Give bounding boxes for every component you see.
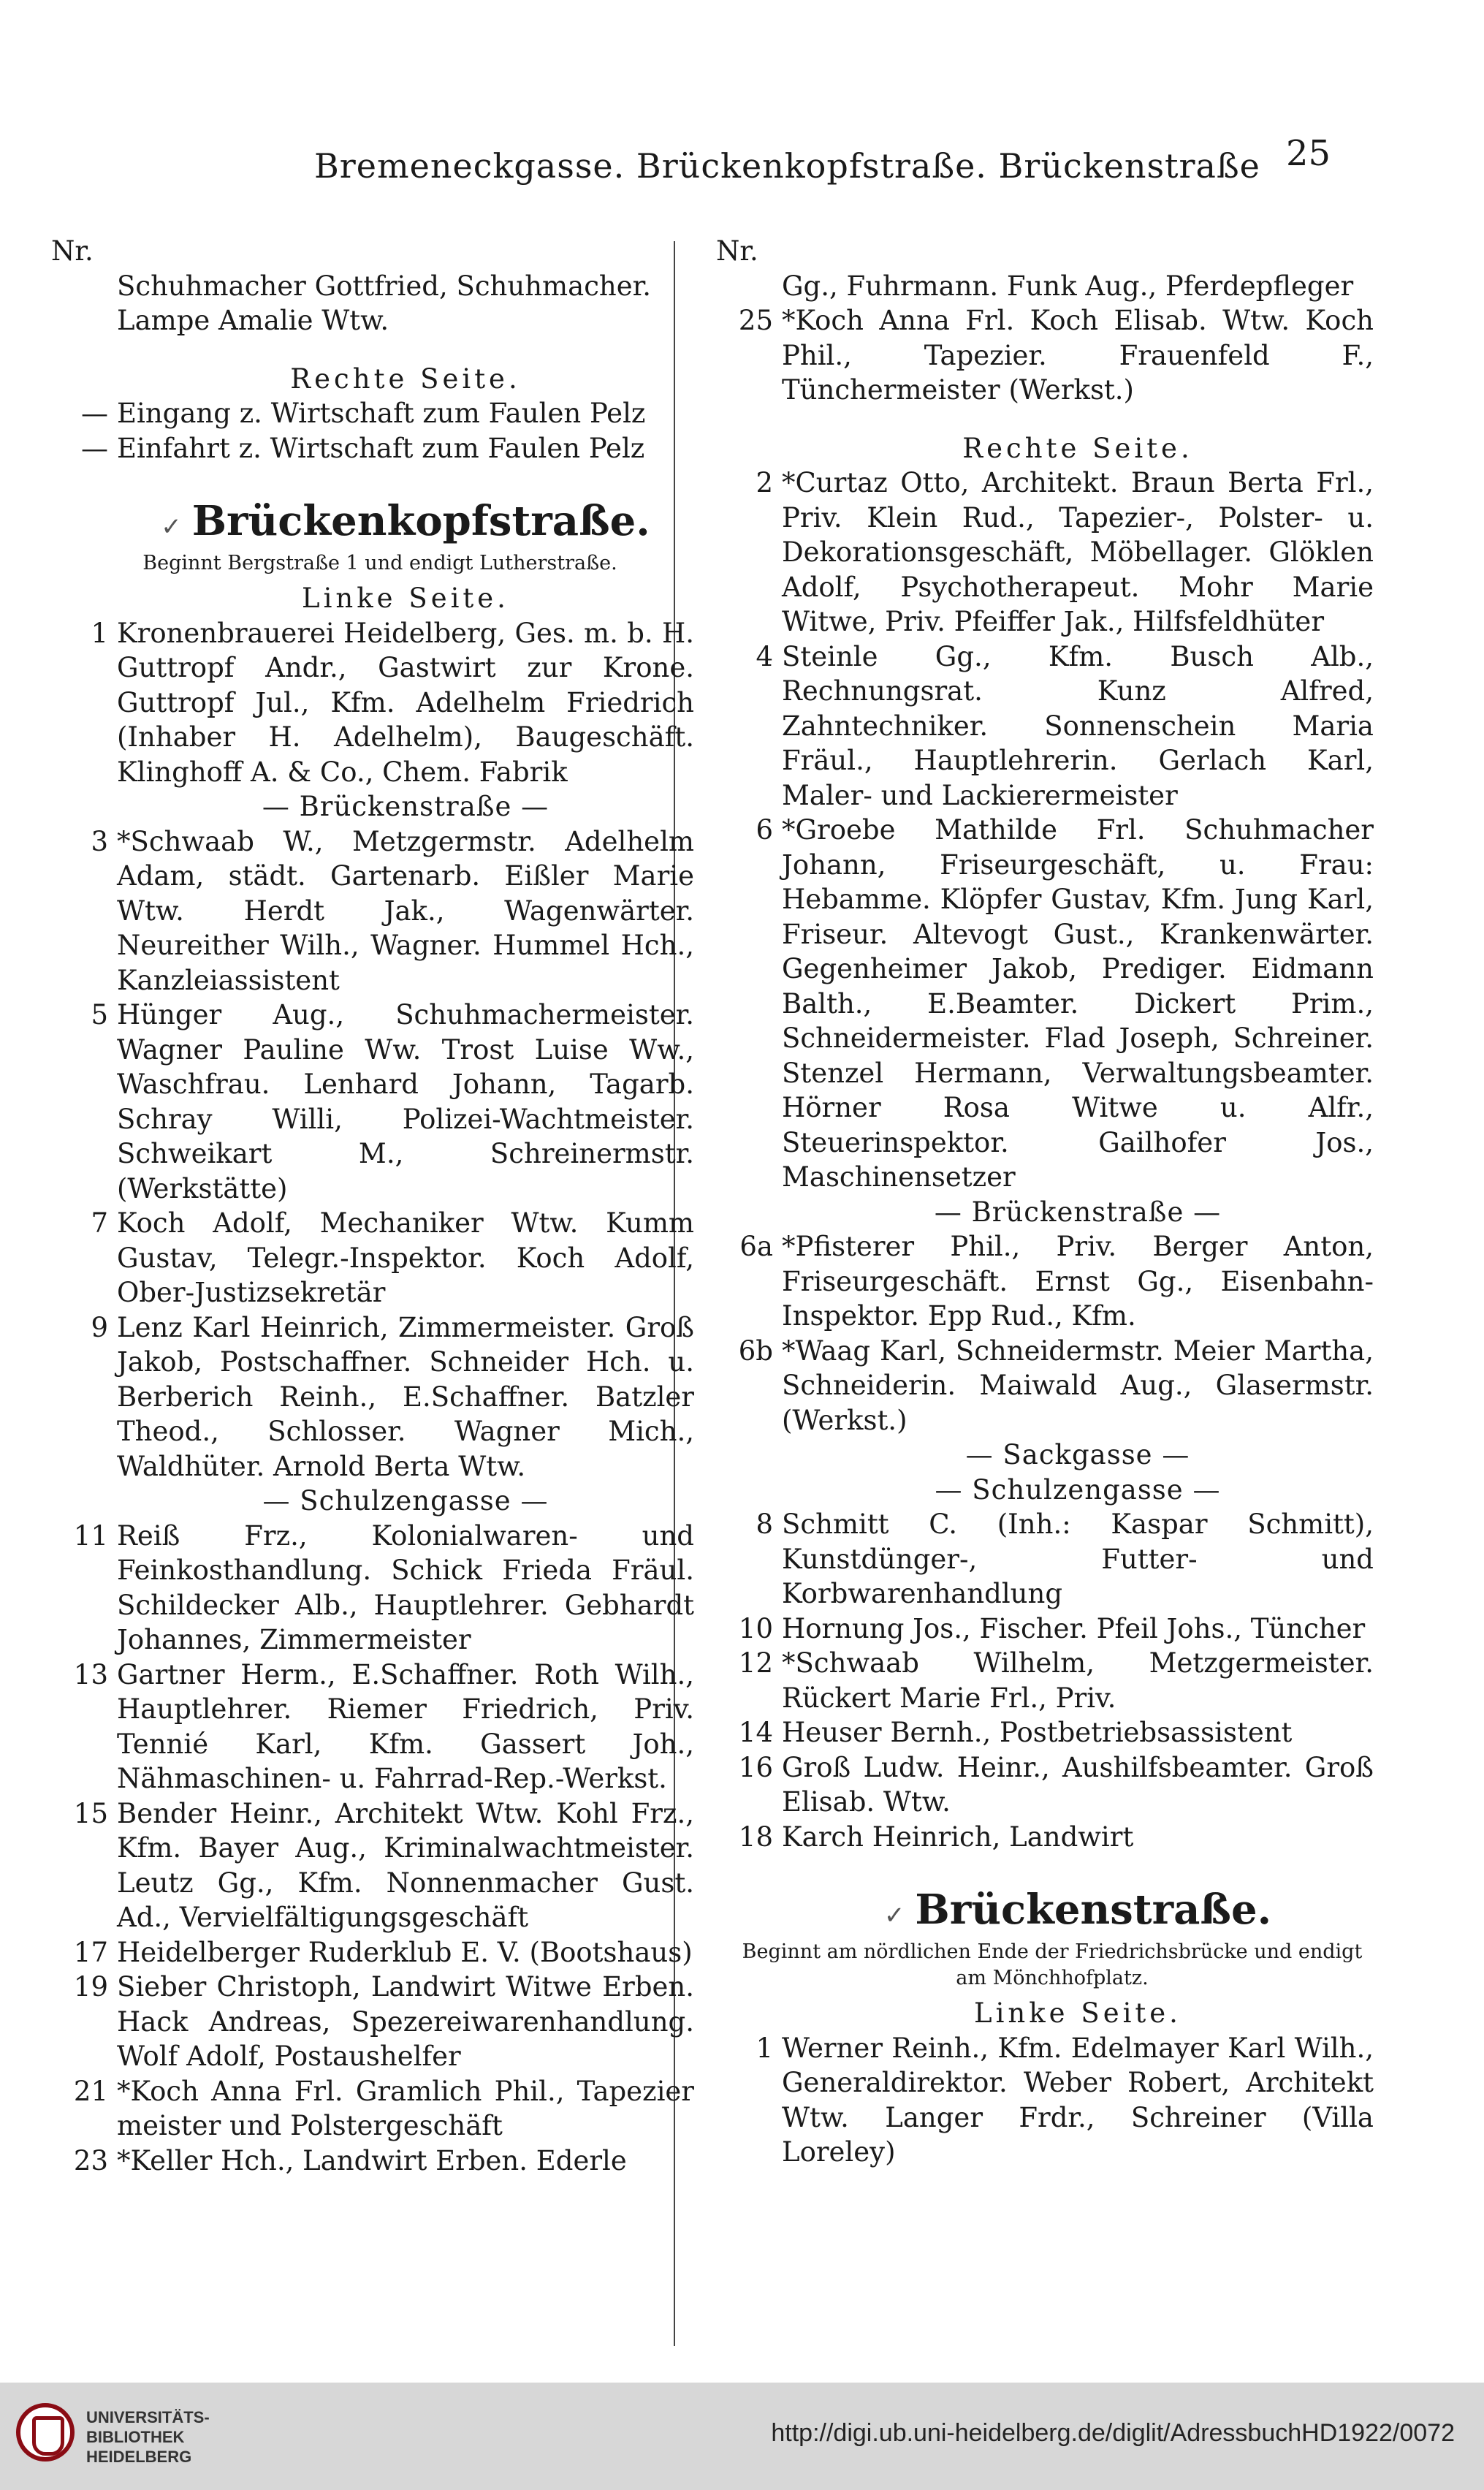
house-number: 13 bbox=[73, 1658, 108, 1690]
house-number: — bbox=[81, 432, 108, 464]
resident-text: *Schwaab Wilhelm, Metzgermeister. Rückert Marie Frl., Priv. bbox=[782, 1647, 1374, 1714]
cross-street-marker: — Sackgasse — bbox=[965, 1439, 1190, 1470]
street-heading-brueckenstrasse bbox=[716, 1886, 1374, 1939]
address-entry bbox=[716, 1646, 1374, 1715]
house-number: 6a bbox=[739, 1231, 773, 1262]
address-entry bbox=[716, 1820, 1374, 1855]
scanned-page bbox=[44, 88, 1425, 2368]
house-number: 9 bbox=[91, 1311, 108, 1343]
resident-text: *Waag Karl, Schneidermstr. Meier Martha, Schneiderin. Maiwald Aug., Glasermstr. (Werkst.) bbox=[782, 1335, 1374, 1436]
entry-list bbox=[716, 303, 1374, 408]
house-number: 17 bbox=[73, 1936, 108, 1968]
resident-text: *Koch Anna Frl. Koch Elisab. Wtw. Koch Phil., Tapezier. Frauenfeld F., Tünchermeister (Werkst.) bbox=[782, 305, 1374, 406]
house-number: 21 bbox=[73, 2075, 108, 2107]
resident-text: Hünger Aug., Schuhmachermeister. Wagner Pauline Ww. Trost Luise Ww., Waschfrau. Lenhard Johann, Tagarb. Schray Willi, Polizei-Wachtmeister. Schweikart M., Schreinermstr. (Werkstätte) bbox=[117, 999, 694, 1204]
resident-text: *Groebe Mathilde Frl. Schuhmacher Johann, Friseurgeschäft, u. Frau: Hebamme. Klöpfer Gustav, Kfm. Jung Karl, Friseur. Altevogt Gust., Krankenwärter. Gegenheimer Jakob, Prediger. Eidmann Balth., E.Beamter. Dickert Prim., Schneidermeister. Flad Joseph, Schreiner. Stenzel Hermann, Verwaltungsbeamter. Hörner Rosa Witwe u. Alfr., Steuerinspektor. Gailhofer Jos., Maschinensetzer bbox=[782, 814, 1374, 1193]
side-heading-right: Rechte Seite. bbox=[962, 432, 1193, 464]
address-entry bbox=[51, 1935, 694, 1970]
address-entry bbox=[51, 396, 694, 431]
address-entry bbox=[51, 1970, 694, 2074]
house-number: 10 bbox=[738, 1612, 773, 1644]
house-number: 25 bbox=[738, 305, 773, 336]
address-entry bbox=[716, 1612, 1374, 1647]
house-number: 4 bbox=[756, 640, 773, 672]
continuation-line: Schuhmacher Gottfried, Schuhmacher. bbox=[117, 270, 652, 302]
house-number: 6b bbox=[738, 1335, 773, 1367]
resident-text: *Keller Hch., Landwirt Erben. Ederle bbox=[117, 2144, 627, 2176]
side-heading-left: Linke Seite. bbox=[302, 582, 509, 614]
address-entry bbox=[716, 1334, 1374, 1438]
resident-text: *Schwaab W., Metzgermstr. Adelhelm Adam, städt. Gartenarb. Eißler Marie Wtw. Herdt Jak., Wagenwärter. Neureither Wilh., Wagner. Hummel Hch., Kanzleiassistent bbox=[117, 825, 694, 996]
address-entry bbox=[51, 1519, 694, 1658]
house-number: 16 bbox=[738, 1751, 773, 1783]
house-number: 1 bbox=[756, 2032, 773, 2064]
address-entry bbox=[51, 1658, 694, 1796]
house-number: 2 bbox=[756, 467, 773, 498]
resident-text: Heidelberger Ruderklub E. V. (Bootshaus) bbox=[117, 1936, 693, 1968]
house-number: 6 bbox=[756, 814, 773, 846]
house-number: 19 bbox=[73, 1971, 108, 2003]
footer-bar bbox=[0, 2383, 1484, 2490]
resident-text: *Koch Anna Frl. Gramlich Phil., Tapezier meister und Polstergeschäft bbox=[117, 2075, 694, 2141]
resident-text: Gartner Herm., E.Schaffner. Roth Wilh., Hauptlehrer. Riemer Friedrich, Priv. Tennié Karl, Kfm. Gassert Joh., Nähmaschinen- u. Fahrrad-Rep.-Werkst. bbox=[117, 1658, 694, 1794]
entry-list bbox=[716, 2031, 1374, 2170]
resident-text: Heuser Bernh., Postbetriebsassistent bbox=[782, 1717, 1293, 1748]
page-number: 25 bbox=[1286, 133, 1331, 174]
address-entry bbox=[716, 1750, 1374, 1820]
check-mark-icon: ✓ bbox=[883, 1901, 905, 1930]
cross-street-marker: — Brückenstraße — bbox=[262, 791, 549, 822]
resident-text: Schmitt C. (Inh.: Kaspar Schmitt), Kunstdünger-, Futter- und Korbwarenhandlung bbox=[782, 1508, 1374, 1609]
resident-text: Eingang z. Wirtschaft zum Faulen Pelz bbox=[117, 398, 646, 429]
resident-text: Karch Heinrich, Landwirt bbox=[782, 1821, 1134, 1853]
right-column bbox=[716, 234, 1374, 2170]
left-column bbox=[51, 234, 694, 2178]
resident-text: Lenz Karl Heinrich, Zimmermeister. Groß Jakob, Postschaffner. Schneider Hch. u. Berberich Reinh., E.Schaffner. Batzler Theod., Schlosser. Wagner Mich., Waldhüter. Arnold Berta Wtw. bbox=[117, 1311, 694, 1482]
house-number: 12 bbox=[738, 1647, 773, 1679]
address-entry bbox=[716, 1507, 1374, 1612]
library-logo-icon bbox=[16, 2403, 75, 2461]
page-header-title: Bremeneckgasse. Brückenkopfstraße. Brückenstraße bbox=[314, 146, 1260, 186]
address-entry bbox=[51, 1206, 694, 1310]
address-entry bbox=[51, 616, 694, 790]
source-url[interactable]: http://digi.ub.uni-heidelberg.de/diglit/AdressbuchHD1922/0072 bbox=[771, 2419, 1455, 2447]
continuation-line: Lampe Amalie Wtw. bbox=[117, 305, 389, 336]
house-number: 18 bbox=[738, 1821, 773, 1853]
resident-text: Reiß Frz., Kolonialwaren- und Feinkosthandlung. Schick Frieda Fräul. Schildecker Alb., Hauptlehrer. Gebhardt Johannes, Zimmermeister bbox=[117, 1519, 694, 1655]
dash-entry-list bbox=[51, 396, 694, 466]
house-number: 14 bbox=[738, 1717, 773, 1748]
street-description: Beginnt am nördlichen Ende der Friedrichsbrücke und endigt am Mönchhofplatz. bbox=[742, 1940, 1363, 1989]
address-entry bbox=[51, 431, 694, 466]
address-entry bbox=[716, 1715, 1374, 1750]
house-number: 5 bbox=[91, 999, 108, 1030]
street-description: Beginnt Bergstraße 1 und endigt Lutherstraße. bbox=[142, 552, 617, 574]
side-heading-left: Linke Seite. bbox=[974, 1997, 1182, 2029]
house-number: 23 bbox=[73, 2144, 108, 2176]
resident-text: Steinle Gg., Kfm. Busch Alb., Rechnungsrat. Kunz Alfred, Zahntechniker. Sonnenschein Maria Fräul., Hauptlehrerin. Gerlach Karl, Maler- und Lackierermeister bbox=[782, 640, 1374, 811]
resident-text: *Pfisterer Phil., Priv. Berger Anton, Friseurgeschäft. Ernst Gg., Eisenbahn-Inspektor. Epp Rud., Kfm. bbox=[782, 1231, 1374, 1332]
house-number: 3 bbox=[91, 825, 108, 857]
side-heading-right: Rechte Seite. bbox=[290, 363, 521, 395]
resident-text: Kronenbrauerei Heidelberg, Ges. m. b. H. Guttropf Andr., Gastwirt zur Krone. Guttropf Jul., Kfm. Adelhelm Friedrich (Inhaber H. Adelhelm), Baugeschäft. Klinghoff A. & Co., Chem. Fabrik bbox=[117, 617, 694, 788]
resident-text: Bender Heinr., Architekt Wtw. Kohl Frz., Kfm. Bayer Aug., Kriminalwachtmeister. Leutz Gg., Kfm. Nonnenmacher Gust. Ad., Vervielfältigungsgeschäft bbox=[117, 1797, 694, 1933]
resident-text: *Curtaz Otto, Architekt. Braun Berta Frl., Priv. Klein Rud., Tapezier-, Polster- u. Dekorationsgeschäft, Möbellager. Glöklen Adolf, Psychotherapeut. Mohr Marie Witwe, Priv. Pfeiffer Jak., Hilfsfeldhüter bbox=[782, 467, 1374, 637]
address-entry bbox=[716, 466, 1374, 639]
continuation-line: Gg., Fuhrmann. Funk Aug., Pferdepfleger bbox=[782, 270, 1354, 302]
house-number: 7 bbox=[91, 1207, 108, 1239]
house-number: 1 bbox=[91, 617, 108, 649]
address-entry bbox=[716, 2031, 1374, 2170]
street-heading-brueckenkopfstrasse bbox=[51, 498, 694, 550]
address-entry bbox=[51, 998, 694, 1206]
address-entry bbox=[51, 2074, 694, 2144]
library-logo-text: UNIVERSITÄTS- BIBLIOTHEK HEIDELBERG bbox=[86, 2408, 210, 2466]
street-heading-text: Brückenstraße. bbox=[915, 1886, 1272, 1934]
cross-street-marker: — Brückenstraße — bbox=[934, 1196, 1222, 1228]
resident-text: Koch Adolf, Mechaniker Wtw. Kumm Gustav, Telegr.-Inspektor. Koch Adolf, Ober-Justizsekretär bbox=[117, 1207, 694, 1308]
address-entry bbox=[716, 1229, 1374, 1334]
address-entry bbox=[51, 824, 694, 998]
address-entry bbox=[716, 303, 1374, 408]
resident-text: Sieber Christoph, Landwirt Witwe Erben. Hack Andreas, Spezereiwarenhandlung. Wolf Adolf, Postaushelfer bbox=[117, 1971, 694, 2072]
address-entry bbox=[716, 639, 1374, 813]
house-number: 8 bbox=[756, 1508, 773, 1540]
cross-street-marker: — Schulzengasse — bbox=[262, 1485, 549, 1517]
house-number: — bbox=[81, 398, 108, 429]
cross-street-marker: — Schulzengasse — bbox=[935, 1473, 1221, 1506]
nr-label: Nr. bbox=[51, 235, 94, 267]
entry-list bbox=[51, 616, 694, 2179]
address-entry bbox=[51, 2144, 694, 2179]
resident-text: Einfahrt z. Wirtschaft zum Faulen Pelz bbox=[117, 432, 645, 464]
nr-label: Nr. bbox=[716, 235, 758, 267]
resident-text: Werner Reinh., Kfm. Edelmayer Karl Wilh., Generaldirektor. Weber Robert, Architekt Wtw. Langer Frdr., Schreiner (Villa Loreley) bbox=[782, 2032, 1374, 2168]
house-number: 15 bbox=[73, 1797, 108, 1829]
street-heading-text: Brückenkopfstraße. bbox=[191, 497, 650, 545]
address-entry bbox=[716, 813, 1374, 1195]
check-mark-icon: ✓ bbox=[161, 512, 182, 542]
address-entry bbox=[51, 1796, 694, 1935]
resident-text: Groß Ludw. Heinr., Aushilfsbeamter. Groß Elisab. Wtw. bbox=[782, 1751, 1374, 1818]
house-number: 11 bbox=[73, 1519, 108, 1552]
entry-list bbox=[716, 466, 1374, 1854]
address-entry bbox=[51, 1310, 694, 1484]
resident-text: Hornung Jos., Fischer. Pfeil Johs., Tüncher bbox=[782, 1612, 1366, 1644]
